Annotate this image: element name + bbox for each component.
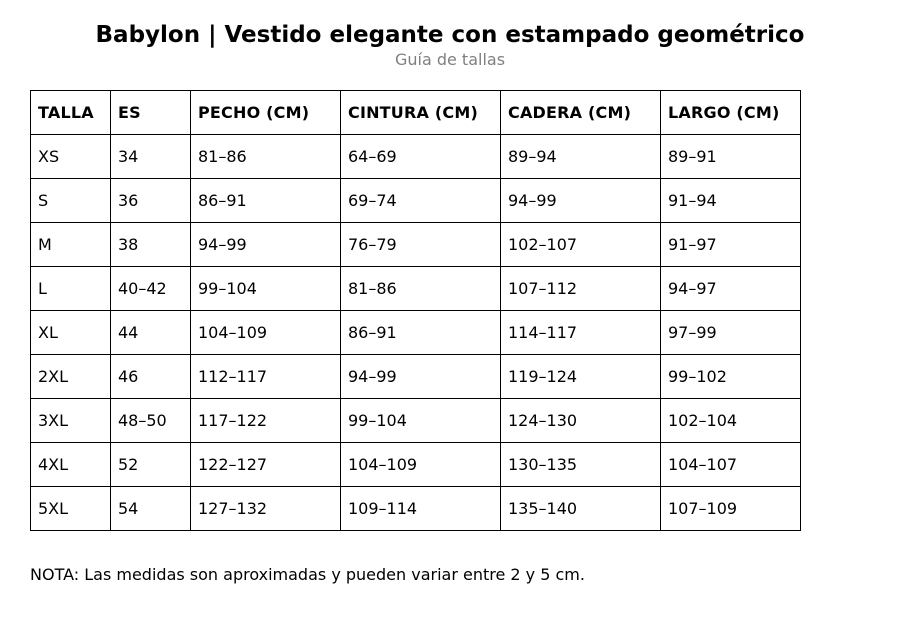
- table-row: [31, 443, 801, 487]
- cell-cintura: 86–91: [341, 311, 501, 355]
- cell-talla: XS: [31, 135, 111, 179]
- cell-es: 54: [111, 487, 191, 531]
- cell-talla: M: [31, 223, 111, 267]
- cell-cintura: 109–114: [341, 487, 501, 531]
- cell-cintura: 104–109: [341, 443, 501, 487]
- table-row: [31, 179, 801, 223]
- cell-cadera: 130–135: [501, 443, 661, 487]
- measurement-note: NOTA: Las medidas son aproximadas y pueden variar entre 2 y 5 cm.: [30, 565, 585, 584]
- cell-es: 46: [111, 355, 191, 399]
- cell-talla: 3XL: [31, 399, 111, 443]
- table-row: [31, 135, 801, 179]
- header-es: ES: [111, 91, 191, 135]
- cell-pecho: 104–109: [191, 311, 341, 355]
- cell-talla: XL: [31, 311, 111, 355]
- cell-largo: 97–99: [661, 311, 801, 355]
- cell-es: 44: [111, 311, 191, 355]
- page-title: Babylon | Vestido elegante con estampado geométrico: [95, 22, 805, 48]
- cell-largo: 102–104: [661, 399, 801, 443]
- cell-pecho: 99–104: [191, 267, 341, 311]
- table-row: [31, 311, 801, 355]
- cell-cadera: 124–130: [501, 399, 661, 443]
- cell-talla: S: [31, 179, 111, 223]
- table-row: [31, 355, 801, 399]
- cell-es: 34: [111, 135, 191, 179]
- cell-cintura: 81–86: [341, 267, 501, 311]
- cell-largo: 89–91: [661, 135, 801, 179]
- header-cadera: CADERA (CM): [501, 91, 661, 135]
- cell-largo: 104–107: [661, 443, 801, 487]
- cell-pecho: 127–132: [191, 487, 341, 531]
- cell-talla: 2XL: [31, 355, 111, 399]
- cell-pecho: 122–127: [191, 443, 341, 487]
- cell-cadera: 107–112: [501, 267, 661, 311]
- cell-largo: 91–94: [661, 179, 801, 223]
- cell-cadera: 135–140: [501, 487, 661, 531]
- cell-pecho: 94–99: [191, 223, 341, 267]
- cell-es: 38: [111, 223, 191, 267]
- header-cintura: CINTURA (CM): [341, 91, 501, 135]
- table-header-row: [31, 91, 801, 135]
- cell-cintura: 69–74: [341, 179, 501, 223]
- table-corner-gap: [780, 537, 804, 543]
- page-subtitle: Guía de tallas: [394, 50, 506, 69]
- cell-talla: 5XL: [31, 487, 111, 531]
- cell-cadera: 89–94: [501, 135, 661, 179]
- header-largo: LARGO (CM): [661, 91, 801, 135]
- cell-es: 52: [111, 443, 191, 487]
- header-talla: TALLA: [31, 91, 111, 135]
- cell-pecho: 112–117: [191, 355, 341, 399]
- cell-pecho: 86–91: [191, 179, 341, 223]
- table-row: [31, 223, 801, 267]
- cell-largo: 94–97: [661, 267, 801, 311]
- cell-es: 48–50: [111, 399, 191, 443]
- cell-cintura: 76–79: [341, 223, 501, 267]
- cell-es: 36: [111, 179, 191, 223]
- cell-largo: 107–109: [661, 487, 801, 531]
- cell-cintura: 99–104: [341, 399, 501, 443]
- table-row: [31, 267, 801, 311]
- cell-talla: 4XL: [31, 443, 111, 487]
- cell-pecho: 81–86: [191, 135, 341, 179]
- cell-largo: 99–102: [661, 355, 801, 399]
- cell-largo: 91–97: [661, 223, 801, 267]
- cell-talla: L: [31, 267, 111, 311]
- cell-cadera: 114–117: [501, 311, 661, 355]
- cell-cintura: 94–99: [341, 355, 501, 399]
- cell-cadera: 94–99: [501, 179, 661, 223]
- cell-cadera: 119–124: [501, 355, 661, 399]
- table-row: [31, 487, 801, 531]
- cell-cintura: 64–69: [341, 135, 501, 179]
- size-guide-table: [30, 90, 801, 531]
- cell-es: 40–42: [111, 267, 191, 311]
- table-row: [31, 399, 801, 443]
- cell-cadera: 102–107: [501, 223, 661, 267]
- cell-pecho: 117–122: [191, 399, 341, 443]
- header-pecho: PECHO (CM): [191, 91, 341, 135]
